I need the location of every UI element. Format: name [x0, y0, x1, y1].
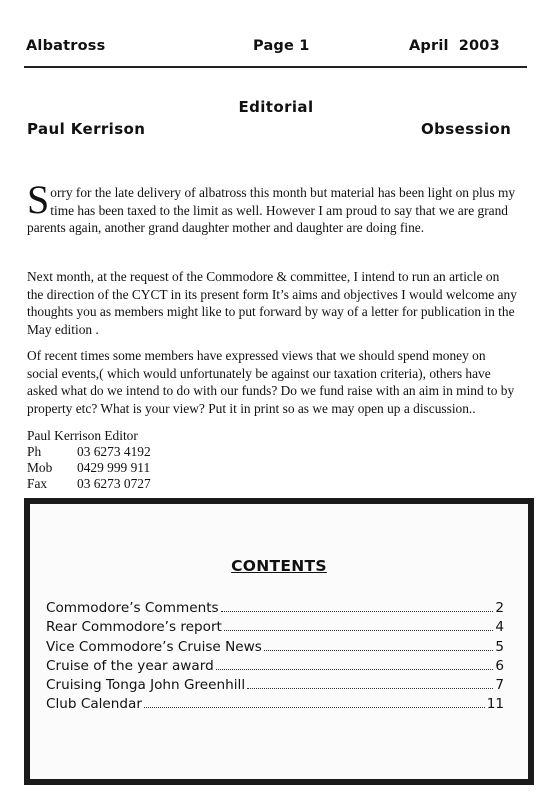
issue-month: April	[409, 38, 449, 54]
contact-label: Ph	[27, 444, 42, 459]
body-paragraph-3: Of recent times some members have expressed views that we should spend money on social events,( which would unfortunately be against our taxation criteria), others have asked what do we intend to do with our funds? Do we fund raise with an aim in mind to by property etc? What is your view? Put it in print so as we may open up a discussion..	[27, 348, 515, 416]
dot-leader	[216, 669, 494, 670]
contact-label: Mob	[27, 460, 53, 475]
issue-year: 2003	[458, 38, 500, 54]
editorial-author: Paul Kerrison	[27, 120, 146, 138]
contact-fax	[27, 476, 151, 492]
contents-item-page: 5	[495, 638, 504, 655]
contents-item-page: 4	[495, 619, 504, 636]
contents-item[interactable]	[46, 600, 504, 619]
dot-leader	[224, 630, 493, 631]
dot-leader	[247, 688, 493, 689]
contents-item-label: Rear Commodore’s report	[46, 619, 222, 636]
contents-item-page: 6	[495, 657, 504, 674]
contents-item[interactable]	[46, 658, 504, 677]
contact-value: 0429 999 911	[77, 460, 151, 475]
editorial-topic: Obsession	[421, 120, 512, 138]
contents-item-label: Cruising Tonga John Greenhill	[46, 677, 246, 694]
issue-date	[409, 38, 500, 54]
contents-item[interactable]	[46, 619, 504, 638]
drop-cap: S	[27, 177, 50, 222]
contact-phone	[27, 444, 151, 460]
contact-value: 03 6273 4192	[77, 444, 151, 459]
editorial-title: Editorial	[238, 98, 314, 116]
body-paragraph-2: Next month, at the request of the Commodore & committee, I intend to run an article on the direction of the CYCT in its present form It’s aims and objectives I would welcome any thoughts you as members might like to put forward by way of a letter for publication in the May edition .	[27, 269, 517, 337]
contact-mobile	[27, 460, 150, 476]
paragraph-1-text: orry for the late delivery of albatross this month but material has been light on plus my time has been taxed to the limit as well. However I am proud to say that we are grand parents again, another grand daughter mother and daughter are doing fine.	[27, 185, 516, 235]
contents-item-page: 2	[495, 600, 504, 616]
contents-item[interactable]	[46, 677, 504, 696]
contact-value: 03 6273 0727	[77, 476, 151, 491]
page-number: Page 1	[253, 38, 310, 54]
contents-item-label: Vice Commodore’s Cruise News	[46, 638, 262, 655]
dot-leader	[144, 707, 485, 708]
contents-item-label: Cruise of the year award	[46, 657, 214, 674]
contents-item-page: 11	[486, 696, 504, 713]
contents-list	[46, 600, 504, 716]
contents-item-page: 7	[495, 677, 504, 694]
contents-item[interactable]	[46, 639, 504, 658]
newsletter-title: Albatross	[26, 38, 106, 54]
contact-label: Fax	[27, 476, 48, 491]
dot-leader	[264, 650, 494, 651]
contents-item-label: Commodore’s Comments	[46, 600, 219, 616]
contents-title: CONTENTS	[231, 557, 327, 575]
contact-name: Paul Kerrison Editor	[27, 428, 138, 443]
header-rule	[24, 66, 527, 68]
contents-box	[24, 498, 534, 785]
dot-leader	[221, 611, 494, 612]
contents-item[interactable]	[46, 696, 504, 715]
contents-item-label: Club Calendar	[46, 696, 142, 713]
body-paragraph-1	[27, 177, 517, 237]
